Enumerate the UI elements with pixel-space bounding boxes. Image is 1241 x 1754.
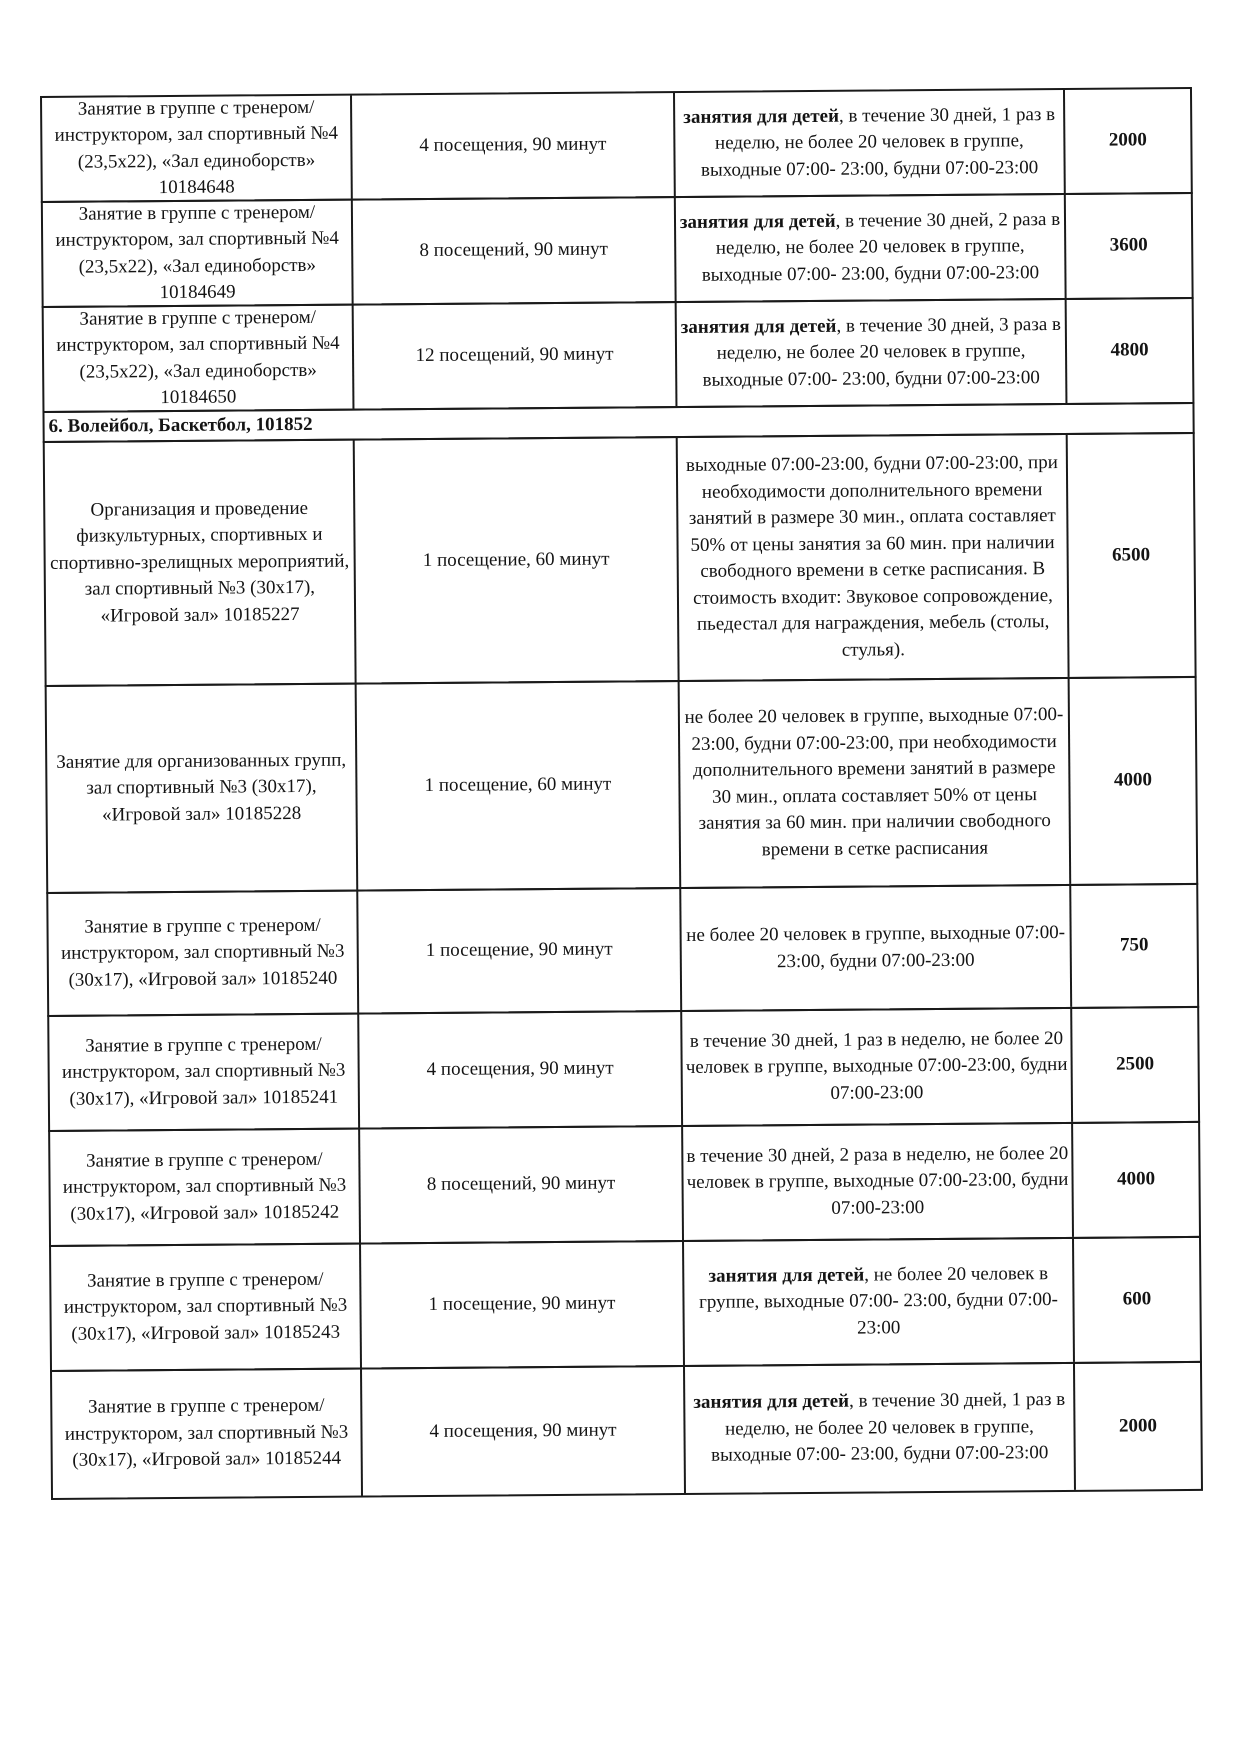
service-cell: Занятие в группе с тренером/инструктором, зал спортивный №4 (23,5x22), «Зал единоборств» 10184650 [44, 306, 355, 411]
service-cell: Занятие в группе с тренером/инструктором, зал спортивный №4 (23,5x22), «Зал единоборств» 10184648 [42, 96, 353, 201]
price-cell: 6500 [1112, 544, 1151, 566]
conditions-emphasis: занятия для детей [683, 105, 840, 128]
price-cell: 2000 [1108, 129, 1147, 151]
conditions-text: не более 20 человек в группе, выходные 07:00-23:00, будни 07:00-23:00 [686, 921, 1066, 972]
price-cell: 4800 [1110, 339, 1149, 361]
table-row [40, 87, 1193, 203]
conditions-text: , не более 20 человек в группе, выходные 07:00- 23:00, будни 07:00-23:00 [699, 1262, 1058, 1339]
price-cell: 2500 [1116, 1053, 1155, 1075]
visits-cell: 1 посещение, 60 минут [355, 438, 680, 683]
table-row [48, 1121, 1201, 1247]
visits-cell: 12 посещений, 90 минут [354, 303, 678, 409]
table-row [41, 192, 1194, 308]
conditions-text: в течение 30 дней, 2 раза в неделю, не более 20 человек в группе, выходные 07:00-23:00, будни 07:00-23:00 [686, 1142, 1069, 1219]
table-row [50, 1361, 1203, 1500]
visits-cell: 4 посещения, 90 минут [352, 93, 676, 199]
conditions-text: , в течение 30 дней, 1 раз в неделю, не более 20 человек в группе, выходные 07:00- 23:00, будни 07:00-23:00 [710, 1389, 1066, 1467]
conditions-cell [685, 1364, 1076, 1493]
conditions-text: , в течение 30 дней, 1 раз в неделю, не более 20 человек в группе, выходные 07:00- 23:00, будни 07:00-23:00 [700, 103, 1056, 181]
price-cell: 2000 [1118, 1415, 1158, 1437]
conditions-cell [680, 679, 1072, 887]
conditions-cell [677, 300, 1068, 406]
price-cell: 750 [1119, 934, 1149, 956]
conditions-text: не более 20 человек в группе, выходные 07:00-23:00, будни 07:00-23:00, при необходимости дополнительного времени занятий в размере 30 мин., оплата составляет 50% от цены занятия за 60 мин. при наличии свободного времени в сетке расписания [684, 703, 1064, 860]
service-cell: Занятие в группе с тренером/инструктором, зал спортивный №3 (30x17), «Игровой зал» 10185244 [52, 1370, 363, 1498]
conditions-cell [684, 1239, 1075, 1365]
price-cell: 600 [1122, 1288, 1152, 1310]
table-row [49, 1236, 1202, 1372]
price-cell: 3600 [1109, 234, 1148, 256]
table-row [43, 432, 1197, 687]
table-row [46, 883, 1199, 1017]
conditions-cell [676, 195, 1067, 301]
visits-cell: 1 посещение, 90 минут [361, 1242, 685, 1368]
conditions-text: выходные 07:00-23:00, будни 07:00-23:00, при необходимости дополнительного времени занятий в размере 30 мин., оплата составляет 50% от цены занятия за 60 мин. при наличии свободного времени в сетке расписания. В стоимость входит: Звуковое сопровождение, пьедестал для награждения, мебель (столы, стулья). [685, 452, 1058, 661]
visits-cell: 1 посещение, 90 минут [358, 889, 682, 1013]
service-cell: Занятие в группе с тренером/инструктором, зал спортивный №3 (30x17), «Игровой зал» 10185241 [49, 1015, 360, 1130]
price-cell: 4000 [1116, 1168, 1156, 1190]
table-row [47, 1006, 1200, 1132]
conditions-emphasis: занятия для детей [679, 210, 836, 233]
conditions-text: , в течение 30 дней, 2 раза в неделю, не более 20 человек в группе, выходные 07:00- 23:00, будни 07:00-23:00 [701, 208, 1061, 286]
service-cell: Организация и проведение физкультурных, спортивных и спортивно-зрелищных мероприятий, зал спортивный №3 (30x17), «Игровой зал» 10185227 [45, 441, 357, 685]
service-cell: Занятие в группе с тренером/инструктором, зал спортивный №3 (30x17), «Игровой зал» 10185243 [51, 1245, 362, 1370]
table-row [45, 676, 1199, 894]
conditions-emphasis: занятия для детей [693, 1390, 850, 1414]
conditions-emphasis: занятия для детей [680, 315, 837, 338]
visits-cell: 4 посещения, 90 минут [359, 1012, 683, 1128]
visits-cell: 8 посещений, 90 минут [360, 1127, 684, 1243]
conditions-cell [682, 1009, 1073, 1125]
conditions-cell [683, 1124, 1074, 1240]
table-row [42, 297, 1195, 413]
price-cell: 4000 [1113, 769, 1152, 791]
service-cell: Занятие в группе с тренером/инструктором, зал спортивный №3 (30x17), «Игровой зал» 10185242 [50, 1130, 361, 1245]
service-cell: Занятие в группе с тренером/инструктором, зал спортивный №3 (30x17), «Игровой зал» 10185240 [48, 892, 359, 1015]
visits-cell: 8 посещений, 90 минут [353, 198, 677, 304]
conditions-text: в течение 30 дней, 1 раз в неделю, не более 20 человек в группе, выходные 07:00-23:00, будни 07:00-23:00 [685, 1027, 1068, 1104]
service-cell: Занятие для организованных групп, зал спортивный №3 (30x17), «Игровой зал» 10185228 [47, 685, 359, 892]
service-cell: Занятие в группе с тренером/инструктором, зал спортивный №4 (23,5x22), «Зал единоборств» 10184649 [43, 201, 354, 306]
conditions-text: , в течение 30 дней, 3 раза в неделю, не более 20 человек в группе, выходные 07:00- 23:00, будни 07:00-23:00 [702, 313, 1062, 391]
visits-cell: 1 посещение, 60 минут [357, 682, 682, 890]
conditions-cell [678, 435, 1070, 680]
price-table [40, 87, 1203, 1556]
visits-cell: 4 посещения, 90 минут [362, 1367, 686, 1496]
section-heading: 6. Волейбол, Баскетбол, 101852 [42, 402, 1194, 443]
conditions-cell [681, 886, 1072, 1010]
conditions-emphasis: занятия для детей [708, 1264, 865, 1287]
conditions-cell [675, 90, 1066, 196]
